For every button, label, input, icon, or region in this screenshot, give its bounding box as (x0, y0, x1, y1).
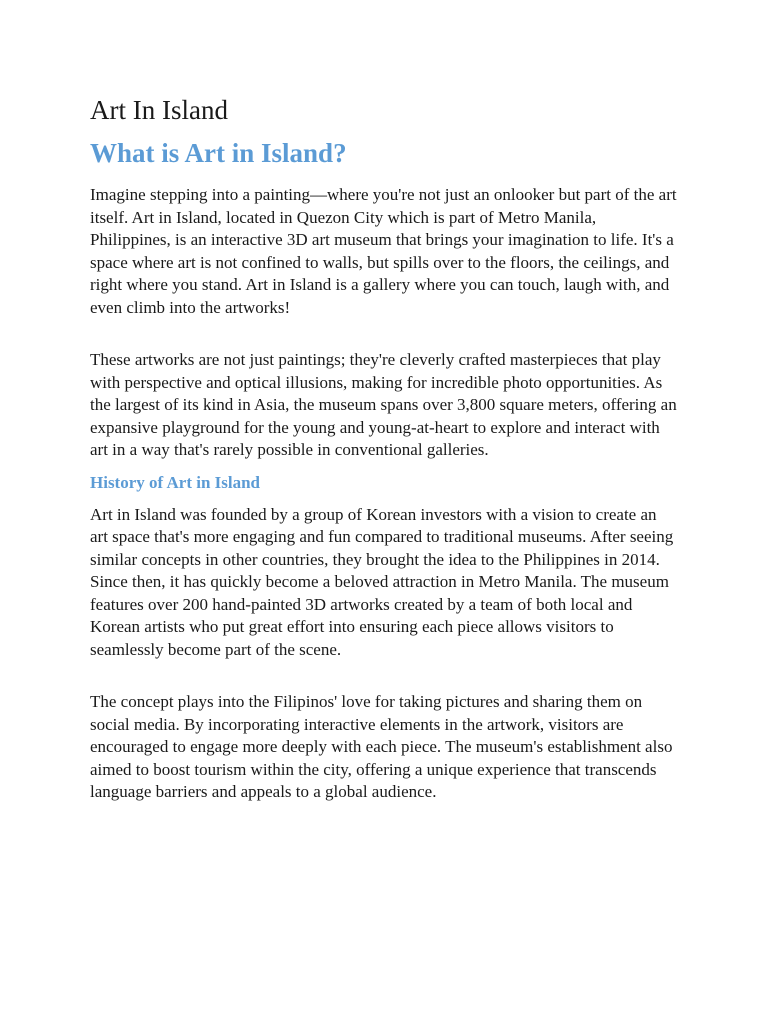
paragraph-concept: The concept plays into the Filipinos' love for taking pictures and sharing them on social media. By incorporating interactive elements in the artwork, visitors are encouraged to engage more deeply with each piece. The museum's establishment also aimed to boost tourism within the city, offering a unique experience that transcends language barriers and appeals to a global audience. (90, 692, 673, 801)
paragraph-history: Art in Island was founded by a group of Korean investors with a vision to create an art space that's more engaging and fun compared to traditional museums. After seeing similar concepts in other countries, they brought the idea to the Philippines in 2014. Since then, it has quickly become a beloved attraction in Metro Manila. The museum features over 200 hand-painted 3D artworks created by a team of both local and Korean artists who put great effort into ensuring each piece allows visitors to seamlessly become part of the scene. (90, 504, 674, 659)
document-title: Art In Island (90, 95, 228, 125)
heading-history: History of Art in Island (90, 472, 261, 492)
paragraph-artworks: These artworks are not just paintings; they're cleverly crafted masterpieces that play with perspective and optical illusions, making for incredible photo opportunities. As the largest of its kind in Asia, the museum spans over 3,800 square meters, offering an expansive playground for the young and young-at-heart to explore and interact with art in a way that's rarely possible in conventional galleries. (90, 350, 677, 459)
paragraph-intro: Imagine stepping into a painting—where you're not just an onlooker but part of the art itself. Art in Island, located in Quezon City which is part of Metro Manila, Philippines, is an interactive 3D art museum that brings your imagination to life. It's a space where art is not confined to walls, but spills over to the floors, the ceilings, and right where you stand. Art in Island is a gallery where you can touch, laugh with, and even climb into the artworks! (90, 185, 677, 317)
heading-what-is: What is Art in Island? (90, 138, 347, 168)
